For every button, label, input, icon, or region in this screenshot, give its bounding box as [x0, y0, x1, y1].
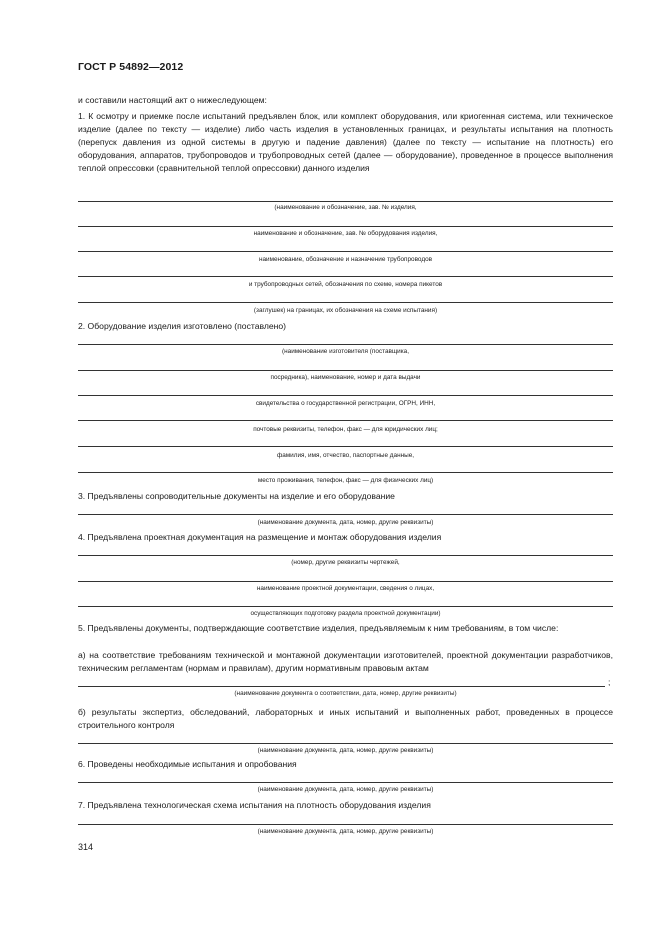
field-caption: (номер, другие реквизиты чертежей, — [291, 559, 400, 566]
fill-line — [78, 420, 613, 421]
fill-line — [78, 472, 613, 473]
fill-line — [78, 686, 605, 687]
fill-line — [78, 344, 613, 345]
field-caption: посредника), наименование, номер и дата выдачи — [270, 374, 421, 381]
field-caption: наименование и обозначение, зав. № оборудования изделия, — [253, 230, 438, 237]
fill-line — [78, 555, 613, 556]
line-end-semicolon: ; — [608, 677, 611, 687]
fill-line — [78, 276, 613, 277]
fill-line — [78, 446, 613, 447]
field-caption: почтовые реквизиты, телефон, факс — для юридических лиц; — [253, 426, 438, 433]
field-caption: свидетельства о государственной регистрации, ОГРН, ИНН, — [255, 400, 436, 407]
field-caption: и трубопроводных сетей, обозначения по схеме, номера пикетов — [248, 281, 443, 288]
field-caption: (наименование документа, дата, номер, другие реквизиты) — [257, 747, 434, 754]
item-5-text: 5. Предъявлены документы, подтверждающие соответствие изделия, предъявляемым к ним требованиям, в том числе: — [78, 623, 559, 633]
item-6-text: 6. Проведены необходимые испытания и опробования — [78, 759, 297, 769]
field-caption: осуществляющих подготовку раздела проектной документации) — [250, 610, 441, 617]
fill-line — [78, 226, 613, 227]
item-5b-text: б) результаты экспертиз, обследований, лабораторных и иных испытаний и выполненных работ, проведенных в процессе строительного контроля — [78, 707, 613, 730]
item-7-text: 7. Предъявлена технологическая схема испытания на плотность оборудования изделия — [78, 800, 431, 810]
item-1-text: 1. К осмотру и приемке после испытаний предъявлен блок, или комплект оборудования, или криогенная система, или техническое изделие (далее по тексту — изделие) либо часть изделия в установленных границах, и результаты испытания на плотность (перепуск давления из одной системы в другую и падение давления) (далее по тексту — испытание на плотность) его оборудования, аппаратов, трубопроводов и трубопроводных сетей (далее — оборудование), проведенное в процессе выполнения теплой опрессовки (сравнительной теплой опрессовки) данного изделия — [78, 111, 613, 173]
fill-line — [78, 514, 613, 515]
fill-line — [78, 824, 613, 825]
fill-line — [78, 606, 613, 607]
fill-line — [78, 581, 613, 582]
fill-line — [78, 302, 613, 303]
page-number: 314 — [78, 842, 94, 852]
fill-line — [78, 201, 613, 202]
item-5a-text: а) на соответствие требованиям технической и монтажной документации изготовителей, проектной документации разработчиков, техническим регламентам (нормам и правилам), другим нормативным правовым актам — [78, 650, 613, 673]
item-4-text: 4. Предъявлена проектная документация на размещение и монтаж оборудования изделия — [78, 532, 442, 542]
fill-line — [78, 743, 613, 744]
field-caption: (наименование документа, дата, номер, другие реквизиты) — [257, 786, 434, 793]
document-header: ГОСТ Р 54892—2012 — [78, 61, 184, 73]
field-caption: (наименование документа, дата, номер, другие реквизиты) — [257, 519, 434, 526]
fill-line — [78, 782, 613, 783]
field-caption: (наименование документа о соответствии, дата, номер, другие реквизиты) — [234, 690, 457, 697]
item-3-text: 3. Предъявлены сопроводительные документы на изделие и его оборудование — [78, 491, 395, 501]
fill-line — [78, 251, 613, 252]
item-2-text: 2. Оборудование изделия изготовлено (поставлено) — [78, 321, 287, 331]
field-caption: (наименование документа, дата, номер, другие реквизиты) — [257, 828, 434, 835]
fill-line — [78, 370, 613, 371]
field-caption: наименование проектной документации, сведения о лицах, — [256, 585, 435, 592]
field-caption: место проживания, телефон, факс — для физических лиц) — [257, 477, 434, 484]
field-caption: (наименование и обозначение, зав. № изделия, — [274, 204, 417, 211]
intro-text: и составили настоящий акт о нижеследующем: — [78, 95, 267, 105]
field-caption: (заглушек) на границах, их обозначения на схеме испытания) — [253, 307, 438, 314]
field-caption: фамилия, имя, отчество, паспортные данные, — [276, 452, 415, 459]
field-caption: (наименование изготовителя (поставщика, — [282, 348, 409, 355]
field-caption: наименование, обозначение и назначение трубопроводов — [258, 256, 433, 263]
fill-line — [78, 395, 613, 396]
